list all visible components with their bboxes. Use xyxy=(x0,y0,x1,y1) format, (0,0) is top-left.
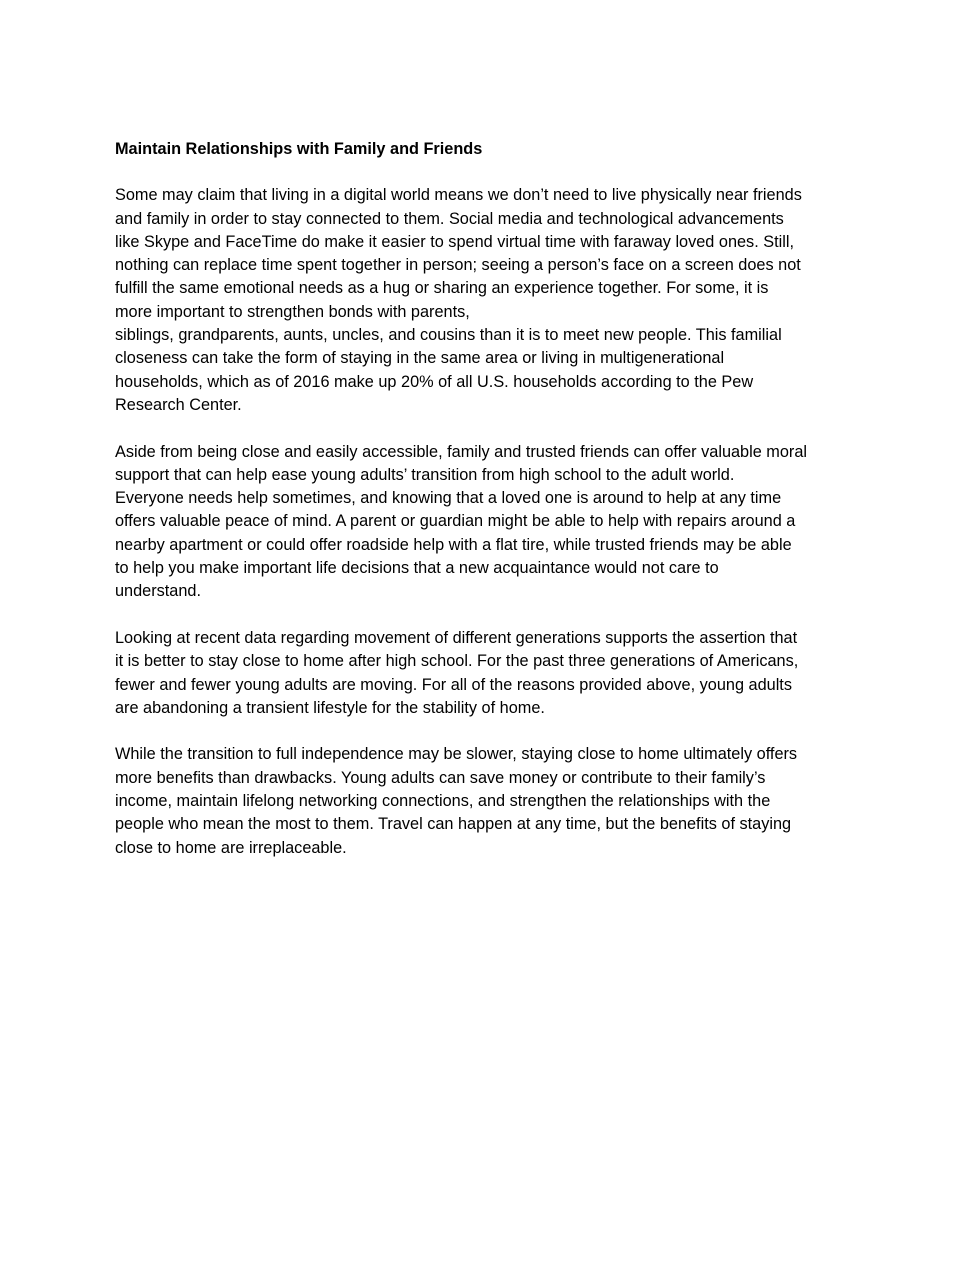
document-page xyxy=(115,138,875,883)
paragraph-line: Research Center. xyxy=(115,395,242,414)
paragraph-line: it is better to stay close to home after high school. For the past three generations of Americans, xyxy=(115,652,799,671)
paragraph-line: understand. xyxy=(115,582,201,601)
paragraph-line: Some may claim that living in a digital world means we don’t need to live physically near friends xyxy=(115,186,802,205)
paragraph-moral-support xyxy=(115,441,875,604)
paragraph-line: Looking at recent data regarding movement of different generations supports the assertion that xyxy=(115,628,798,647)
paragraph-line: income, maintain lifelong networking connections, and strengthen the relationships with the xyxy=(115,792,771,811)
paragraph-line: siblings, grandparents, aunts, uncles, and cousins than it is to meet new people. This familial xyxy=(115,326,782,345)
paragraph-conclusion xyxy=(115,743,875,859)
section-heading: Maintain Relationships with Family and Friends xyxy=(115,140,483,158)
paragraph-line: Everyone needs help sometimes, and knowing that a loved one is around to help at any time xyxy=(115,489,782,508)
paragraph-line: closeness can take the form of staying in the same area or living in multigenerational xyxy=(115,349,725,368)
paragraph-line: support that can help ease young adults’ transition from high school to the adult world. xyxy=(115,465,735,484)
paragraph-line: nearby apartment or could offer roadside help with a flat tire, while trusted friends may be able xyxy=(115,535,792,554)
paragraph-line: close to home are irreplaceable. xyxy=(115,838,347,857)
paragraph-line: nothing can replace time spent together in person; seeing a person’s face on a screen does not xyxy=(115,256,801,275)
paragraph-line: people who mean the most to them. Travel can happen at any time, but the benefits of staying xyxy=(115,815,792,834)
paragraph-line: are abandoning a transient lifestyle for the stability of home. xyxy=(115,698,545,717)
paragraph-line: fulfill the same emotional needs as a hug or sharing an experience together. For some, it is xyxy=(115,279,769,298)
paragraph-line: households, which as of 2016 make up 20% of all U.S. households according to the Pew xyxy=(115,372,754,391)
paragraph-line: offers valuable peace of mind. A parent or guardian might be able to help with repairs around a xyxy=(115,512,796,531)
paragraph-line: like Skype and FaceTime do make it easier to spend virtual time with faraway loved ones. Still, xyxy=(115,232,794,251)
paragraph-line: to help you make important life decisions that a new acquaintance would not care to xyxy=(115,559,719,578)
paragraph-line: Aside from being close and easily accessible, family and trusted friends can offer valuable moral xyxy=(115,442,808,461)
paragraph-line: more benefits than drawbacks. Young adults can save money or contribute to their family’s xyxy=(115,768,766,787)
paragraph-line: fewer and fewer young adults are moving. For all of the reasons provided above, young adults xyxy=(115,675,792,694)
paragraph-recent-data xyxy=(115,627,875,720)
paragraph-line: and family in order to stay connected to them. Social media and technological advancements xyxy=(115,209,784,228)
paragraph-line: While the transition to full independence may be slower, staying close to home ultimately offers xyxy=(115,745,798,764)
paragraph-line: more important to strengthen bonds with parents, xyxy=(115,302,470,321)
paragraph-digital-world xyxy=(115,184,875,417)
